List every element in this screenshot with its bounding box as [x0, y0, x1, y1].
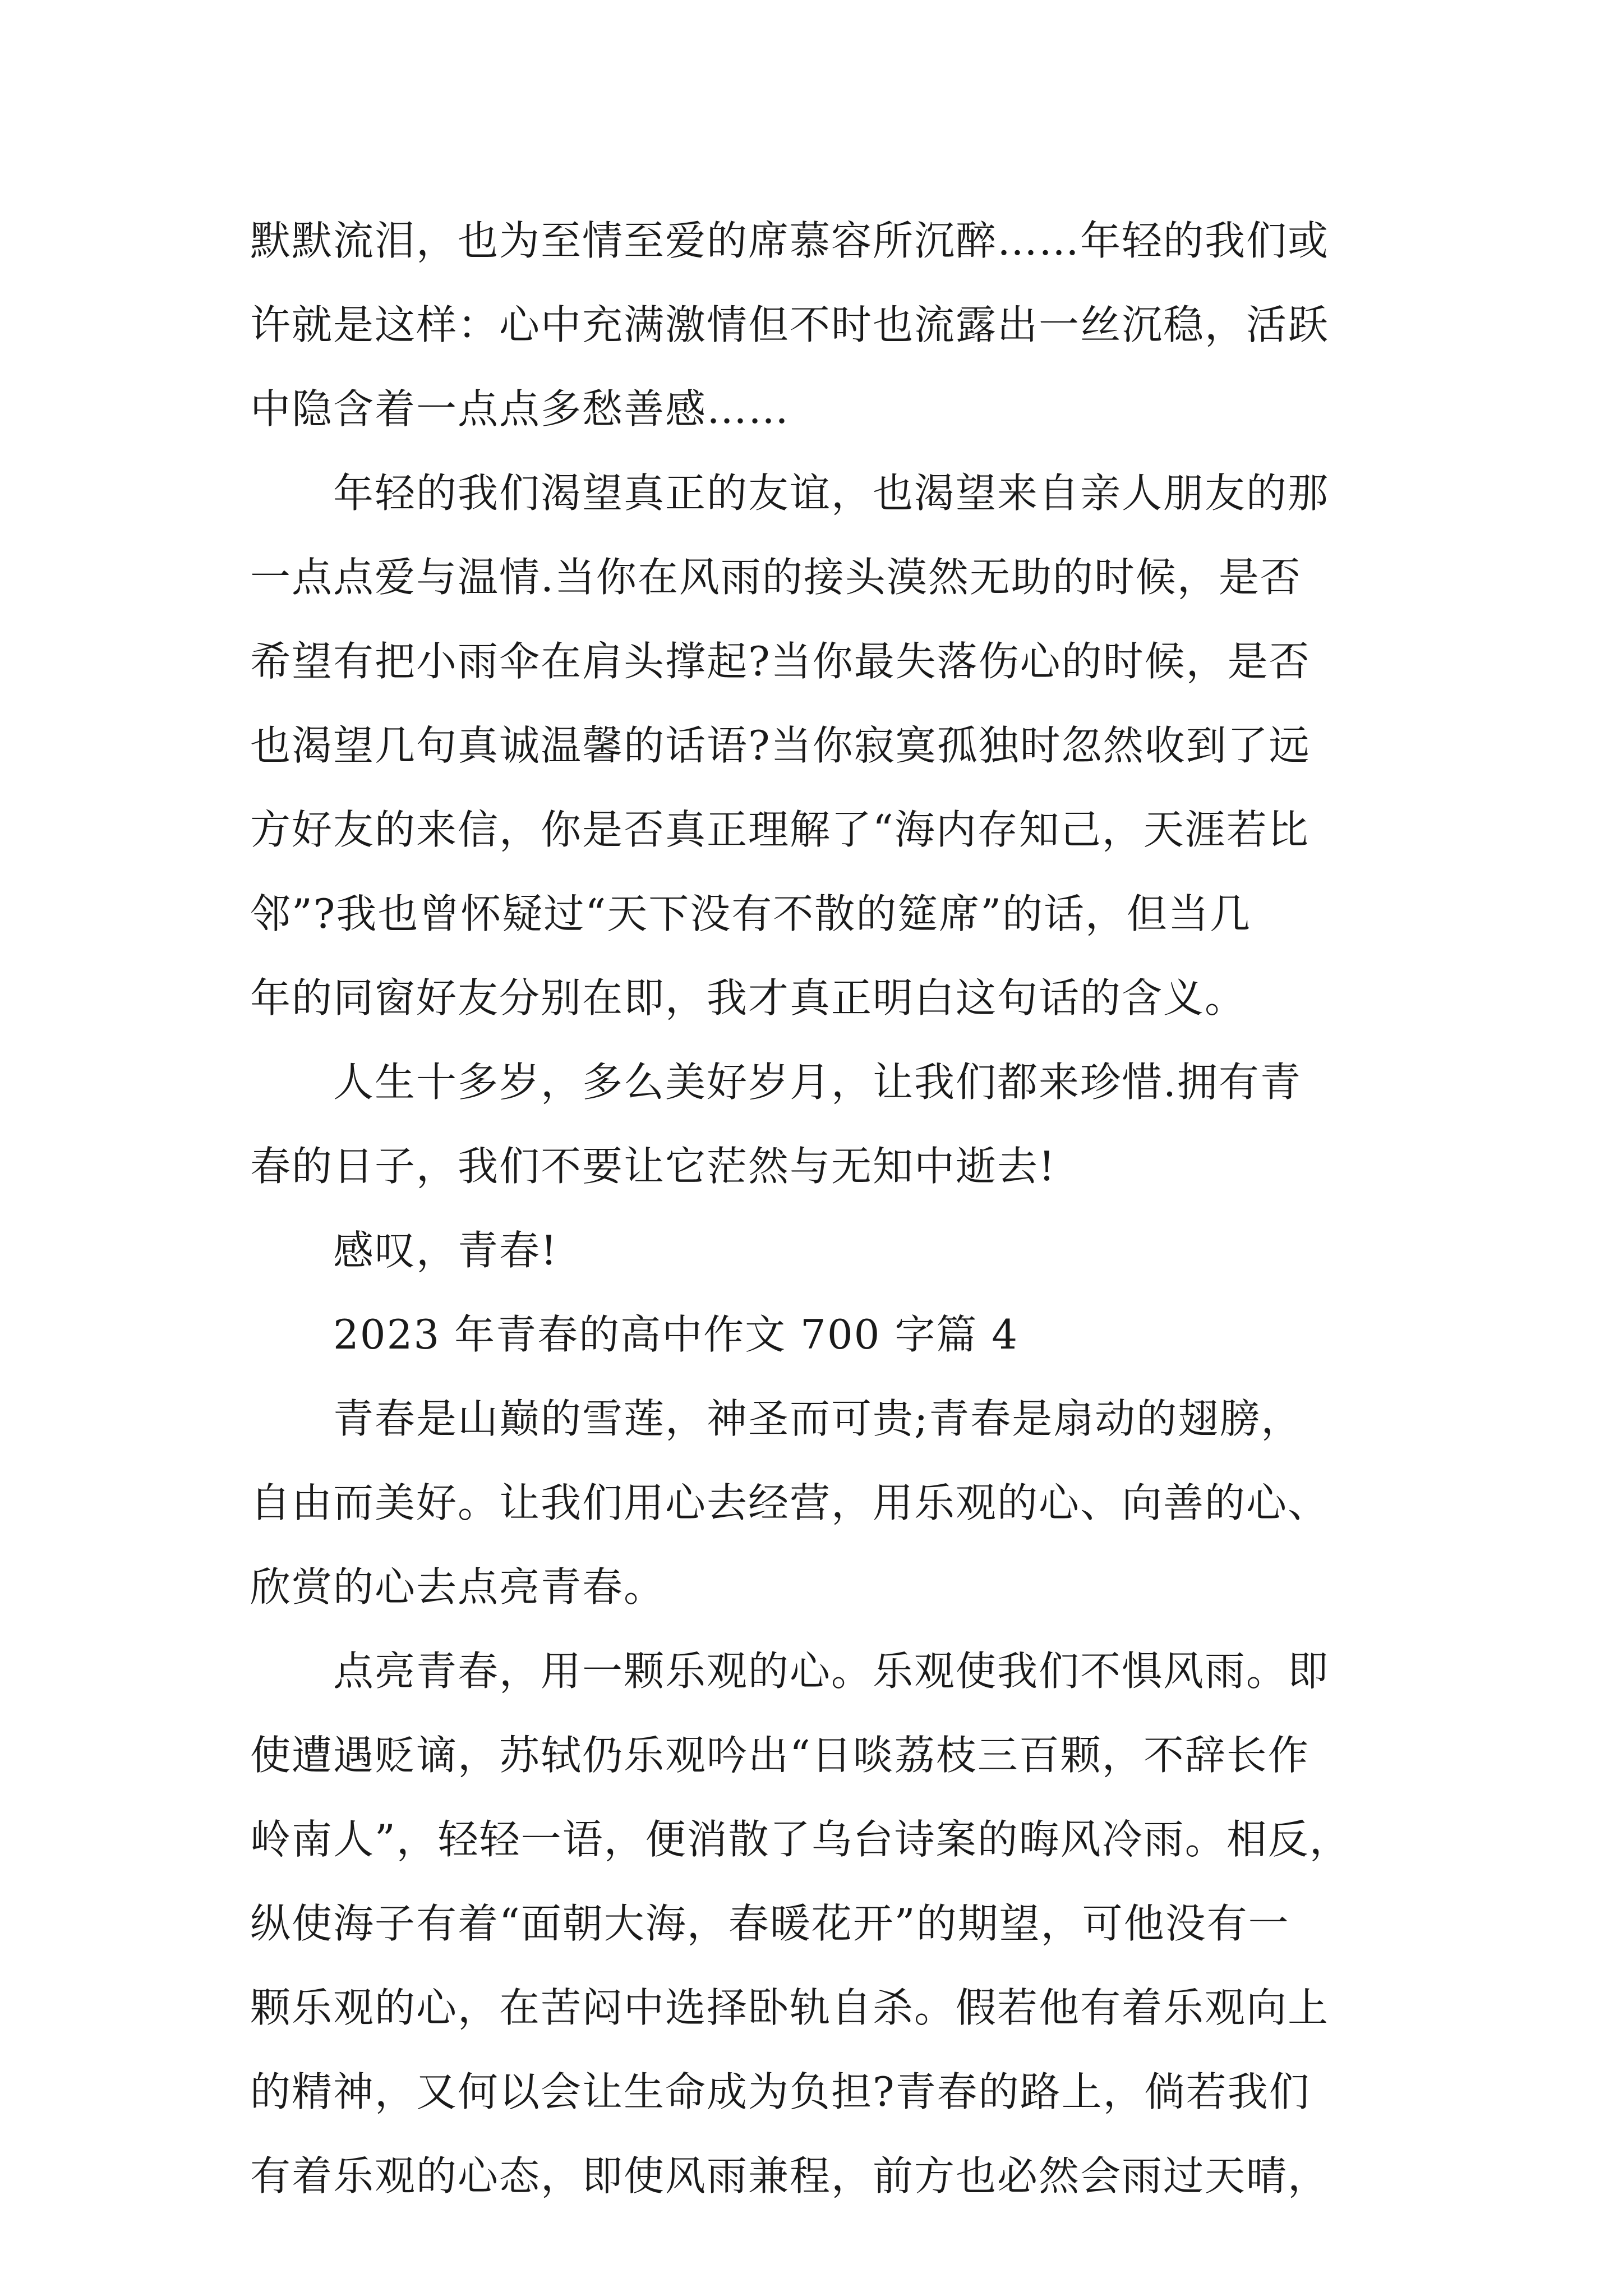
text-line: 的精神，又何以会让生命成为负担?青春的路上，倘若我们	[250, 2068, 1311, 2115]
text-line: 年轻的我们渴望真正的友谊，也渴望来自亲人朋友的那	[333, 470, 1330, 517]
text-line: 方好友的来信，你是否真正理解了“海内存知己，天涯若比	[250, 806, 1310, 853]
section-heading: 2023 年青春的高中作文 700 字篇 4	[333, 1311, 1019, 1358]
text-line: 年的同窗好友分别在即，我才真正明白这句话的含义。	[250, 974, 1247, 1022]
text-line: 有着乐观的心态，即使风雨兼程，前方也必然会雨过天晴，	[250, 2152, 1330, 2200]
text-line: 岭南人”，轻轻一语，便消散了乌台诗案的晦风冷雨。相反，	[250, 1816, 1351, 1863]
text-line: 春的日子，我们不要让它茫然与无知中逝去!	[250, 1143, 1056, 1190]
text-line: 许就是这样：心中充满激情但不时也流露出一丝沉稳，活跃	[250, 301, 1330, 348]
text-line: 自由而美好。让我们用心去经营，用乐观的心、向善的心、	[250, 1479, 1330, 1526]
text-line: 中隐含着一点点多愁善感……	[250, 385, 790, 432]
text-line: 人生十多岁，多么美好岁月，让我们都来珍惜.拥有青	[333, 1059, 1302, 1106]
text-line: 欣赏的心去点亮青春。	[250, 1563, 666, 1611]
text-line: 一点点爱与温情.当你在风雨的接头漠然无助的时候，是否	[250, 554, 1302, 601]
text-line: 邻”?我也曾怀疑过“天下没有不散的筵席”的话，但当几	[250, 890, 1252, 937]
text-line: 也渴望几句真诚温馨的话语?当你寂寞孤独时忽然收到了远	[250, 722, 1311, 769]
text-line: 默默流泪，也为至情至爱的席慕容所沉醉……年轻的我们或	[250, 217, 1330, 264]
text-line: 感叹，青春!	[333, 1227, 558, 1274]
text-line: 纵使海子有着“面朝大海，春暖花开”的期望，可他没有一	[250, 1900, 1290, 1947]
text-line: 颗乐观的心，在苦闷中选择卧轨自杀。假若他有着乐观向上	[250, 1984, 1330, 2031]
text-line: 点亮青春，用一颗乐观的心。乐观使我们不惧风雨。即	[333, 1648, 1330, 1695]
text-line: 使遭遇贬谪，苏轼仍乐观吟出“日啖荔枝三百颗，不辞长作	[250, 1732, 1310, 1779]
text-line: 希望有把小雨伞在肩头撑起?当你最失落伤心的时候，是否	[250, 638, 1311, 685]
text-line: 青春是山巅的雪莲，神圣而可贵;青春是扇动的翅膀，	[333, 1395, 1303, 1442]
